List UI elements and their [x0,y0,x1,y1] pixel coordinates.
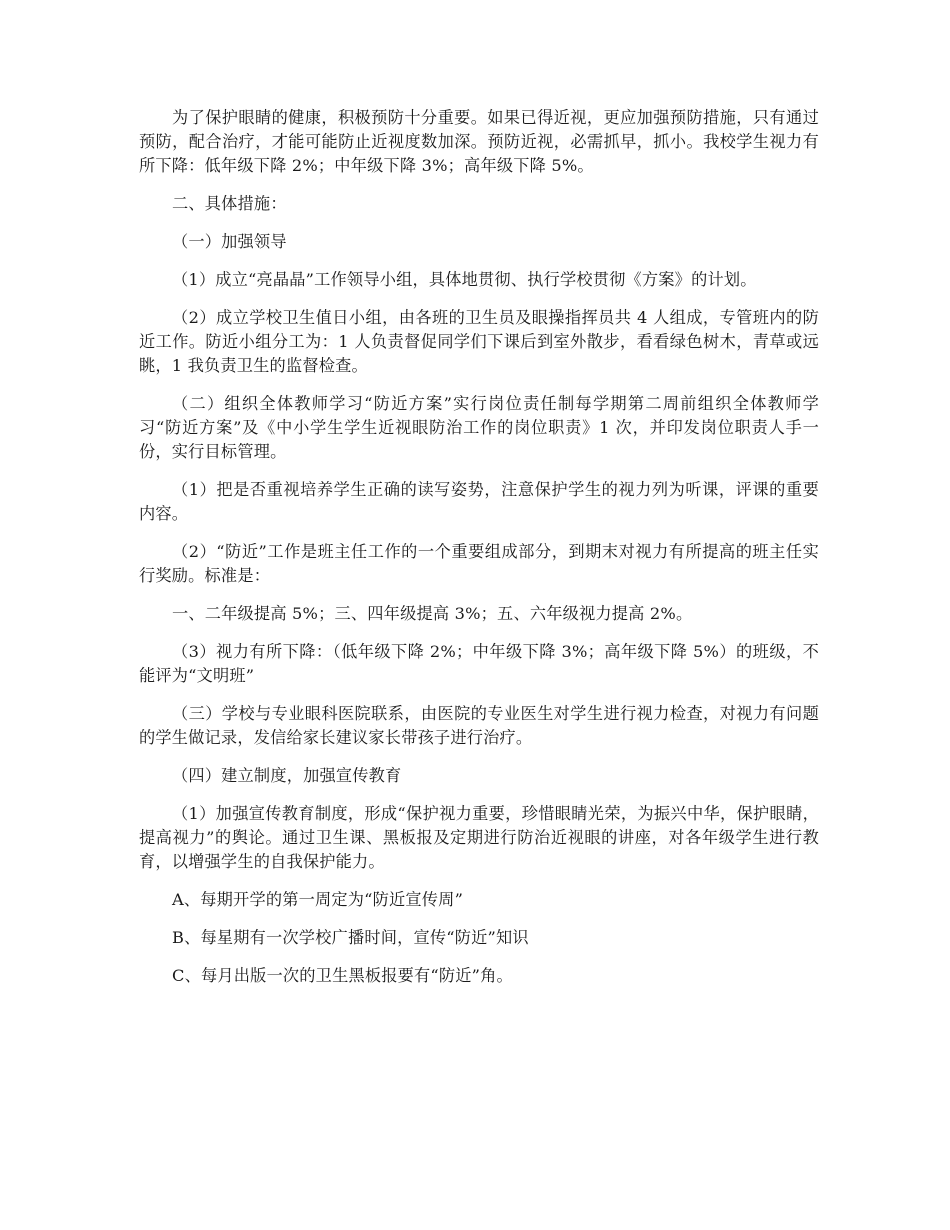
list-item-b: B、每星期有一次学校广播时间，宣传“防近”知识 [172,928,529,947]
paragraph-reading-posture: （1）把是否重视培养学生正确的读写姿势，注意保护学生的视力列为听课，评课的重要内容。 [139,480,819,523]
paragraph-publicity-system: （1）加强宣传教育制度，形成“保护视力重要，珍惜眼睛光荣，为振兴中华，保护眼睛，提高视力”的舆论。通过卫生课、黑板报及定期进行防治近视眼的讲座，对各年级学生进行教育，以增强学生的自我保护能力。 [139,804,819,871]
document-page [139,106,819,1002]
list-item-a: A、每期开学的第一周定为“防近宣传周” [172,890,464,909]
subheading-publicity: （四）建立制度，加强宣传教育 [172,766,402,785]
paragraph-teacher-study: （二）组织全体教师学习“防近方案”实行岗位责任制每学期第二周前组织全体教师学习“防近方案”及《中小学生学生近视眼防治工作的岗位职责》1 次，并印发岗位职责人手一份，实行目标管理。 [139,394,819,461]
paragraph-class-teacher-reward: （2）“防近”工作是班主任工作的一个重要组成部分，到期末对视力有所提高的班主任实行奖励。标准是： [139,542,819,585]
intro-paragraph: 为了保护眼睛的健康，积极预防十分重要。如果已得近视，更应加强预防措施，只有通过预防，配合治疗，才能可能防止近视度数加深。预防近视，必需抓早，抓小。我校学生视力有所下降：低年级下降 2%；中年级下降 3%；高年级下降 5%。 [139,108,819,175]
section-heading-measures: 二、具体措施： [172,194,287,213]
list-item-c: C、每月出版一次的卫生黑板报要有“防近”角。 [172,966,513,985]
paragraph-reward-standard: 一、二年级提高 5%；三、四年级提高 3%；五、六年级视力提高 2%。 [172,604,693,623]
paragraph-eye-hospital: （三）学校与专业眼科医院联系，由医院的专业医生对学生进行视力检查，对视力有问题的学生做记录，发信给家长建议家长带孩子进行治疗。 [139,704,819,747]
paragraph-leadership-group: （1）成立“亮晶晶”工作领导小组，具体地贯彻、执行学校贯彻《方案》的计划。 [172,270,757,289]
subheading-leadership: （一）加强领导 [172,232,287,251]
paragraph-vision-decline: （3）视力有所下降：（低年级下降 2%；中年级下降 3%；高年级下降 5%）的班级，不能评为“文明班” [139,642,819,685]
paragraph-hygiene-group: （2）成立学校卫生值日小组，由各班的卫生员及眼操指挥员共 4 人组成，专管班内的防近工作。防近小组分工为：1 人负责督促同学们下课后到室外散步，看看绿色树木，青草或远眺，1 我负责卫生的监督检查。 [139,308,819,375]
